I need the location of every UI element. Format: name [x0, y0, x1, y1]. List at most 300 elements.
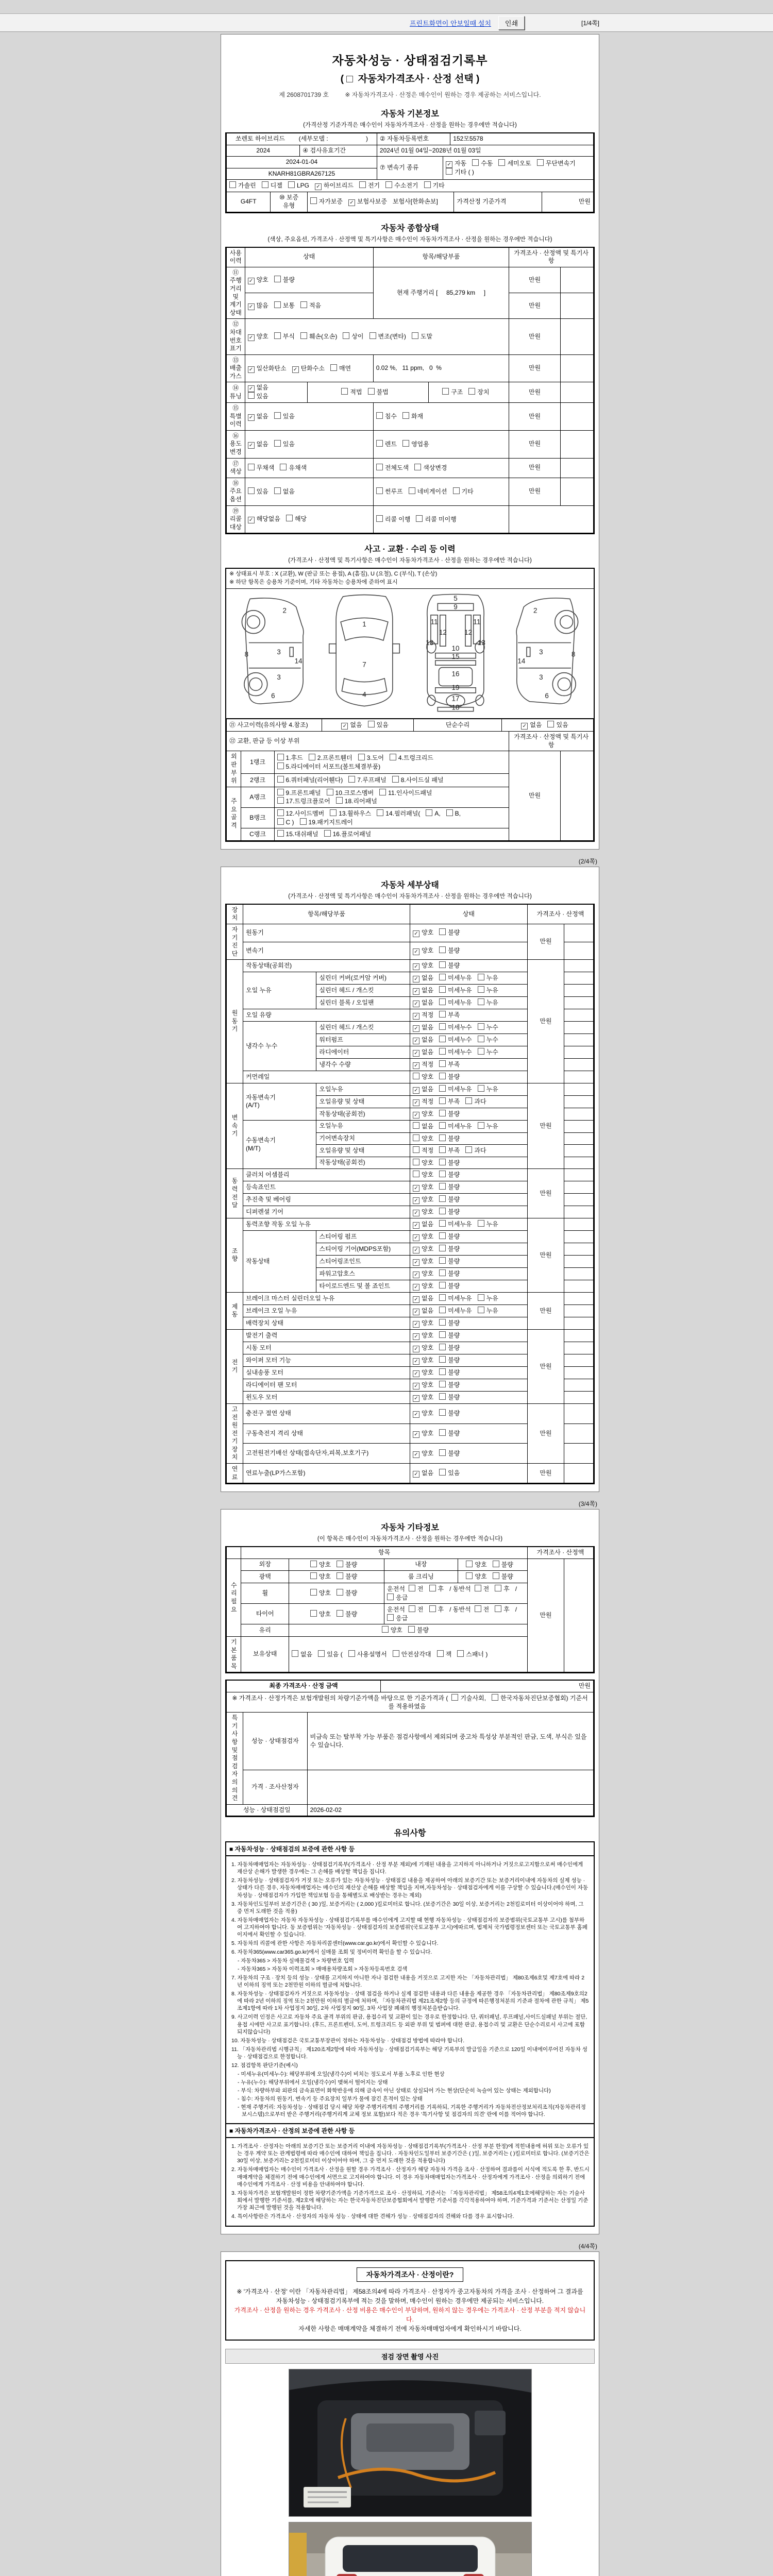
- checkbox[interactable]: [439, 1036, 446, 1042]
- cell: 유리: [241, 1624, 289, 1637]
- checkbox[interactable]: [343, 332, 349, 339]
- option-label: 불량: [448, 1449, 460, 1457]
- group-label-cell: ⑯ 용도변경: [227, 430, 245, 458]
- cell: 라디에이터 팬 모터: [243, 1379, 410, 1391]
- checkbox[interactable]: [439, 1085, 446, 1092]
- option-label: 침수: [384, 413, 397, 420]
- checkbox[interactable]: [300, 301, 307, 308]
- checkbox[interactable]: [478, 1294, 484, 1301]
- option-text: / 동반석: [449, 1585, 471, 1593]
- checkbox[interactable]: [382, 1626, 389, 1633]
- checkbox[interactable]: ✓: [413, 1431, 419, 1438]
- cell: [564, 1354, 594, 1366]
- cell: [443, 157, 594, 180]
- checkbox[interactable]: [439, 1368, 446, 1375]
- checkbox[interactable]: [453, 487, 460, 494]
- price-appraisal-checkbox[interactable]: [346, 76, 353, 82]
- checkbox[interactable]: ✓: [413, 1062, 419, 1069]
- checkbox[interactable]: [409, 1605, 415, 1612]
- checkbox[interactable]: [439, 1159, 446, 1165]
- checkbox[interactable]: [390, 754, 396, 760]
- checkbox[interactable]: ✓: [248, 414, 255, 421]
- checkbox[interactable]: [413, 1171, 419, 1177]
- checkbox[interactable]: [330, 809, 337, 816]
- checkbox[interactable]: [341, 388, 348, 395]
- form-table: [226, 1558, 594, 1673]
- checkbox[interactable]: [414, 464, 421, 470]
- checkbox[interactable]: [369, 332, 376, 339]
- checkbox[interactable]: [439, 1294, 446, 1301]
- cell: [458, 1571, 527, 1583]
- checkbox[interactable]: [429, 1605, 436, 1612]
- option-label: 양호: [421, 1269, 434, 1277]
- checkbox[interactable]: [439, 1171, 446, 1177]
- checkbox[interactable]: ✓: [413, 1259, 419, 1266]
- cell: [274, 808, 509, 828]
- cell: [289, 1571, 384, 1583]
- panel-number: 6: [271, 692, 275, 700]
- checkbox[interactable]: [439, 1208, 446, 1214]
- checkbox[interactable]: [336, 797, 343, 804]
- checkbox[interactable]: [424, 181, 431, 188]
- form-table: [226, 924, 594, 960]
- checkbox[interactable]: [439, 1307, 446, 1313]
- option-label: 양호: [318, 1589, 331, 1597]
- cell: [410, 1292, 528, 1304]
- checkbox[interactable]: [300, 332, 307, 339]
- engine-bay-photo: [289, 2369, 532, 2517]
- form-table: [226, 751, 594, 840]
- checkbox[interactable]: [478, 1048, 484, 1055]
- checkbox[interactable]: [439, 946, 446, 953]
- subtitle-label: 자동차가격조사 · 산정 선택: [358, 74, 474, 84]
- checkbox[interactable]: [468, 388, 475, 395]
- checkbox[interactable]: [439, 1245, 446, 1251]
- checkbox[interactable]: ✓: [413, 1333, 419, 1340]
- checkbox[interactable]: [547, 721, 554, 727]
- checkbox[interactable]: [277, 818, 284, 825]
- checkbox[interactable]: ✓: [413, 1197, 419, 1204]
- checkbox[interactable]: [493, 1572, 499, 1579]
- checkbox[interactable]: [292, 1650, 298, 1657]
- option-label: 11.인사이드패널: [388, 789, 432, 796]
- checkbox[interactable]: [439, 1023, 446, 1030]
- panel-number: 10: [451, 645, 460, 653]
- checkbox[interactable]: [318, 1650, 325, 1657]
- cell: [564, 1255, 594, 1267]
- checkbox[interactable]: [277, 830, 284, 837]
- checkbox[interactable]: [439, 1269, 446, 1276]
- checkbox[interactable]: [478, 1036, 484, 1042]
- checkbox[interactable]: ✓: [248, 278, 255, 284]
- option-label: 장치: [477, 388, 490, 396]
- cell: [564, 1267, 594, 1280]
- checkbox[interactable]: [439, 1110, 446, 1116]
- checkbox[interactable]: [324, 830, 331, 837]
- checkbox[interactable]: [466, 1561, 473, 1567]
- checkbox[interactable]: [358, 754, 365, 760]
- checkbox[interactable]: [359, 181, 366, 188]
- checkbox[interactable]: [274, 301, 281, 308]
- checkbox[interactable]: [277, 797, 284, 804]
- checkbox[interactable]: [387, 1614, 394, 1621]
- checkbox[interactable]: [439, 1331, 446, 1338]
- checkbox[interactable]: [478, 1307, 484, 1313]
- cell: ② 자동차등록번호: [377, 133, 450, 145]
- cell: [410, 1243, 527, 1255]
- checkbox[interactable]: [498, 159, 505, 166]
- page-4: [221, 2251, 599, 2576]
- group-label-cell: ⑫ 차대번호 표기: [227, 319, 245, 354]
- checkbox[interactable]: [337, 1610, 343, 1617]
- checkbox[interactable]: [439, 1122, 446, 1129]
- checkbox[interactable]: [465, 1146, 472, 1153]
- checkbox[interactable]: [478, 1122, 484, 1129]
- checkbox[interactable]: [439, 1097, 446, 1104]
- checkbox[interactable]: [446, 809, 453, 816]
- checkbox[interactable]: ✓: [413, 1321, 419, 1328]
- form-table: [226, 179, 594, 192]
- checkbox[interactable]: [376, 440, 383, 447]
- checkbox[interactable]: [439, 1195, 446, 1202]
- panel-number: 3: [277, 673, 281, 682]
- panel-number: 4: [362, 690, 367, 699]
- checkbox[interactable]: [402, 412, 409, 419]
- option-label: 양호: [421, 1282, 434, 1290]
- checkbox[interactable]: [286, 515, 293, 521]
- checkbox[interactable]: [277, 789, 284, 795]
- checkbox[interactable]: ✓: [413, 1395, 419, 1402]
- checkbox[interactable]: [439, 1282, 446, 1289]
- checkbox[interactable]: [310, 1572, 317, 1579]
- option-label: 기술사회,: [460, 1694, 486, 1702]
- checkbox[interactable]: ✓: [341, 723, 348, 730]
- checkbox[interactable]: [478, 986, 484, 993]
- checkbox[interactable]: ✓: [248, 517, 255, 523]
- checkbox[interactable]: [385, 181, 392, 188]
- cell: 쏘렌토 하이브리드 (세부모델 : ): [227, 133, 377, 145]
- checkbox[interactable]: [376, 515, 383, 522]
- checkbox[interactable]: [439, 986, 446, 993]
- checkbox[interactable]: ✓: [413, 1210, 419, 1216]
- checkbox[interactable]: ✓: [413, 988, 419, 995]
- checkbox[interactable]: ✓: [413, 1247, 419, 1253]
- option-label: 적법: [350, 388, 362, 396]
- cell: B랭크: [241, 808, 274, 828]
- checkbox[interactable]: [288, 181, 295, 188]
- checkbox[interactable]: [277, 809, 284, 816]
- checkbox[interactable]: ✓: [413, 1370, 419, 1377]
- checkbox[interactable]: [274, 440, 281, 447]
- checkbox[interactable]: ✓: [248, 334, 255, 341]
- checkbox[interactable]: [492, 1694, 498, 1701]
- checkbox[interactable]: [348, 776, 355, 783]
- cell: 변속기: [243, 942, 410, 960]
- checkbox[interactable]: [413, 1134, 419, 1141]
- checkbox[interactable]: [439, 1011, 446, 1018]
- checkbox[interactable]: [478, 1023, 484, 1030]
- checkbox[interactable]: [439, 1183, 446, 1190]
- checkbox[interactable]: [327, 789, 333, 795]
- option-label: 양호: [318, 1573, 331, 1581]
- checkbox[interactable]: [495, 1585, 501, 1591]
- page-indicator-4: (4/4쪽): [578, 2242, 597, 2250]
- checkbox[interactable]: [408, 1626, 415, 1633]
- checkbox[interactable]: [478, 974, 484, 980]
- checkbox[interactable]: ✓: [413, 1087, 419, 1094]
- checkbox[interactable]: [426, 809, 432, 816]
- checkbox[interactable]: [472, 159, 479, 166]
- checkbox[interactable]: ✓: [413, 1234, 419, 1241]
- checkbox[interactable]: ✓: [413, 930, 419, 937]
- checkbox[interactable]: [377, 809, 383, 816]
- checkbox[interactable]: [310, 1610, 317, 1617]
- option-label: 가솔린: [238, 182, 256, 190]
- checkbox[interactable]: [337, 1561, 343, 1567]
- checkbox[interactable]: ✓: [413, 1025, 419, 1032]
- checkbox[interactable]: [416, 515, 423, 522]
- checkbox[interactable]: ✓: [413, 976, 419, 982]
- checkbox[interactable]: [439, 1344, 446, 1350]
- checkbox[interactable]: [413, 1159, 419, 1165]
- checkbox[interactable]: [442, 388, 449, 395]
- checkbox[interactable]: [413, 1073, 419, 1079]
- checkbox[interactable]: ✓: [413, 1471, 419, 1478]
- panel-number: 14: [517, 657, 526, 666]
- checkbox[interactable]: ✓: [413, 1358, 419, 1365]
- checkbox[interactable]: ✓: [413, 963, 419, 970]
- checkbox[interactable]: [478, 998, 484, 1005]
- option-label: 썬루프: [384, 487, 403, 495]
- checkbox[interactable]: [300, 818, 307, 825]
- checkbox[interactable]: [451, 1694, 458, 1701]
- checkbox[interactable]: [274, 332, 281, 339]
- checkbox[interactable]: ✓: [413, 948, 419, 955]
- checkbox[interactable]: [439, 1048, 446, 1055]
- option-label: 있음: [556, 721, 568, 729]
- checkbox[interactable]: [439, 1257, 446, 1264]
- cell: 항목/해당부품: [243, 904, 410, 924]
- cell: [289, 1637, 528, 1672]
- checkbox[interactable]: [379, 789, 386, 795]
- form-table: [226, 1329, 594, 1404]
- option-label: 양호: [256, 276, 268, 283]
- print-button[interactable]: 인쇄: [498, 16, 525, 30]
- checkbox[interactable]: [439, 1469, 446, 1476]
- option-label: 1.후드: [285, 754, 303, 762]
- option-label: 양호: [422, 1393, 434, 1401]
- option-label: 18.리어패널: [344, 798, 377, 805]
- checkbox[interactable]: [439, 1073, 446, 1079]
- cell: [564, 1317, 594, 1329]
- checkbox[interactable]: ✓: [446, 161, 452, 168]
- checkbox[interactable]: [310, 1589, 317, 1596]
- option-label: 많음: [256, 302, 268, 310]
- cell: [410, 1022, 527, 1034]
- checkbox[interactable]: [337, 1572, 343, 1579]
- notice-item: 7. 자동차의 구조 · 장치 등의 성능 · 상태를 고지하지 아니한 자나 점검한 내용을 거짓으로 고지한 자는 「자동차관리법」 제80조제6호및 제7호에 따라 2년 이하의 징역 또는 2천만원 이하의 벌금에 처합니다.: [231, 1975, 585, 1989]
- checkbox[interactable]: ✓: [413, 1309, 419, 1315]
- option-label: 적정: [421, 1011, 434, 1019]
- checkbox[interactable]: [387, 1594, 394, 1600]
- comprehensive-state-table: [225, 247, 595, 535]
- checkbox[interactable]: [439, 1232, 446, 1239]
- checkbox[interactable]: [478, 1085, 484, 1092]
- checkbox[interactable]: [439, 1060, 446, 1067]
- checkbox[interactable]: [277, 762, 284, 769]
- cell: 윈도우 모터: [243, 1391, 410, 1403]
- checkbox[interactable]: [478, 1220, 484, 1227]
- checkbox[interactable]: [439, 1220, 446, 1227]
- checkbox[interactable]: [439, 998, 446, 1005]
- checkbox[interactable]: [439, 1393, 446, 1400]
- checkbox[interactable]: [495, 1605, 501, 1612]
- checkbox[interactable]: [248, 392, 255, 399]
- checkbox[interactable]: [262, 181, 268, 188]
- notice-item: 12. 점검항목 판단기준(예시): [231, 2062, 298, 2069]
- checkbox[interactable]: [437, 1650, 444, 1657]
- cell: 스티어링조인트: [316, 1255, 410, 1267]
- checkbox[interactable]: [277, 776, 284, 783]
- panel-number: 3: [539, 673, 543, 682]
- checkbox[interactable]: [537, 159, 544, 166]
- checkbox[interactable]: ✓: [248, 303, 255, 310]
- checkbox[interactable]: [402, 440, 409, 447]
- checkbox[interactable]: [413, 1146, 419, 1153]
- checkbox[interactable]: [309, 754, 315, 760]
- checkbox[interactable]: [439, 961, 446, 968]
- checkbox[interactable]: ✓: [413, 1050, 419, 1057]
- checkbox[interactable]: [409, 1585, 415, 1591]
- checkbox[interactable]: ✓: [413, 1222, 419, 1229]
- checkbox[interactable]: [277, 754, 284, 760]
- option-label: 불량: [345, 1573, 358, 1581]
- cell: ⑩ 보증 유형: [271, 192, 307, 212]
- checkbox[interactable]: [466, 1572, 473, 1579]
- checkbox[interactable]: [310, 197, 317, 204]
- option-label: 보통: [282, 302, 295, 310]
- checkbox[interactable]: ✓: [315, 183, 322, 190]
- checkbox[interactable]: [376, 412, 383, 419]
- checkbox[interactable]: [248, 464, 255, 470]
- cell: 현재 주행거리 [ 85,279 km ]: [373, 267, 509, 319]
- checkbox[interactable]: [439, 1409, 446, 1416]
- checkbox[interactable]: [280, 464, 287, 470]
- checkbox[interactable]: [248, 487, 255, 494]
- checkbox[interactable]: ✓: [248, 385, 255, 392]
- checkbox[interactable]: ✓: [413, 1112, 419, 1118]
- checkbox[interactable]: [457, 1650, 464, 1657]
- checkbox[interactable]: [439, 1429, 446, 1436]
- cell: [410, 1206, 528, 1218]
- cell: [564, 985, 594, 997]
- checkbox[interactable]: ✓: [413, 1013, 419, 1020]
- checkbox[interactable]: [310, 1561, 317, 1567]
- checkbox[interactable]: [439, 1134, 446, 1141]
- checkbox[interactable]: ✓: [413, 1296, 419, 1303]
- checkbox[interactable]: [493, 1561, 499, 1567]
- notice-b-body: [226, 2138, 594, 2226]
- checkbox[interactable]: [376, 487, 383, 494]
- checkbox[interactable]: [429, 1585, 436, 1591]
- checkbox[interactable]: ✓: [413, 1185, 419, 1192]
- checkbox[interactable]: [330, 364, 337, 371]
- basic-info-table: [225, 132, 595, 213]
- cell: [564, 1181, 594, 1193]
- checkbox[interactable]: ✓: [248, 442, 255, 449]
- checkbox[interactable]: [439, 974, 446, 980]
- checkbox[interactable]: ✓: [413, 1411, 419, 1418]
- checkbox[interactable]: ✓: [413, 1284, 419, 1291]
- checkbox[interactable]: ✓: [413, 1451, 419, 1458]
- cell: 단순수리: [414, 719, 502, 732]
- group-label-cell: ⑬ 배출가스: [227, 354, 245, 382]
- checkbox[interactable]: [274, 276, 281, 282]
- checkbox[interactable]: [439, 1449, 446, 1456]
- checkbox[interactable]: [475, 1605, 481, 1612]
- checkbox[interactable]: [229, 181, 236, 188]
- cell: [560, 293, 593, 319]
- cell: 만원: [509, 458, 561, 478]
- detail-note: (가격조사 · 산정액 및 특기사항은 매수인이 자동차가격조사 · 산정을 원하는 경우에만 적습니다): [288, 893, 532, 900]
- checkbox[interactable]: ✓: [413, 1038, 419, 1044]
- checkbox[interactable]: [393, 1650, 399, 1657]
- form-table: [226, 904, 594, 924]
- checkbox[interactable]: [368, 721, 375, 727]
- checkbox[interactable]: [439, 1381, 446, 1387]
- form-table: [226, 959, 594, 1083]
- checkbox[interactable]: ✓: [521, 723, 528, 730]
- checkbox[interactable]: [439, 928, 446, 935]
- checkbox[interactable]: ✓: [413, 1099, 419, 1106]
- checkbox[interactable]: [368, 388, 375, 395]
- car-diagram-side: [230, 592, 317, 713]
- checkbox[interactable]: ✓: [413, 1346, 419, 1352]
- checkbox[interactable]: [475, 1585, 481, 1591]
- option-label: 전: [483, 1606, 490, 1614]
- cell: 외장: [241, 1558, 289, 1571]
- option-label: 불량: [448, 1171, 460, 1179]
- option-label: 양호: [421, 1073, 434, 1081]
- checkbox[interactable]: [413, 1122, 419, 1129]
- checkbox[interactable]: [274, 487, 281, 494]
- option-label: 사용설명서: [357, 1650, 387, 1658]
- checkbox[interactable]: [446, 168, 452, 175]
- option-label: 매연: [339, 364, 351, 372]
- panel-number: 17: [451, 694, 460, 703]
- checkbox[interactable]: [439, 1146, 446, 1153]
- checkbox[interactable]: [392, 776, 399, 783]
- checkbox[interactable]: ✓: [413, 1001, 419, 1007]
- checkbox[interactable]: [376, 464, 383, 470]
- checkbox[interactable]: [439, 1356, 446, 1363]
- cell: [564, 1391, 594, 1403]
- checkbox[interactable]: [412, 332, 418, 339]
- checkbox[interactable]: [337, 1589, 343, 1596]
- checkbox[interactable]: [409, 487, 415, 494]
- checkbox[interactable]: [348, 1650, 355, 1657]
- checkbox[interactable]: ✓: [413, 1272, 419, 1278]
- checkbox[interactable]: ✓: [248, 366, 255, 373]
- print-install-link[interactable]: 프린트화면이 안보일때 설치: [410, 19, 491, 27]
- checkbox[interactable]: ✓: [348, 199, 355, 206]
- cell: [373, 505, 509, 533]
- checkbox[interactable]: ✓: [292, 366, 299, 373]
- checkbox[interactable]: [465, 1097, 472, 1104]
- checkbox[interactable]: ✓: [413, 1383, 419, 1389]
- checkbox[interactable]: [439, 1319, 446, 1326]
- checkbox[interactable]: [274, 412, 281, 419]
